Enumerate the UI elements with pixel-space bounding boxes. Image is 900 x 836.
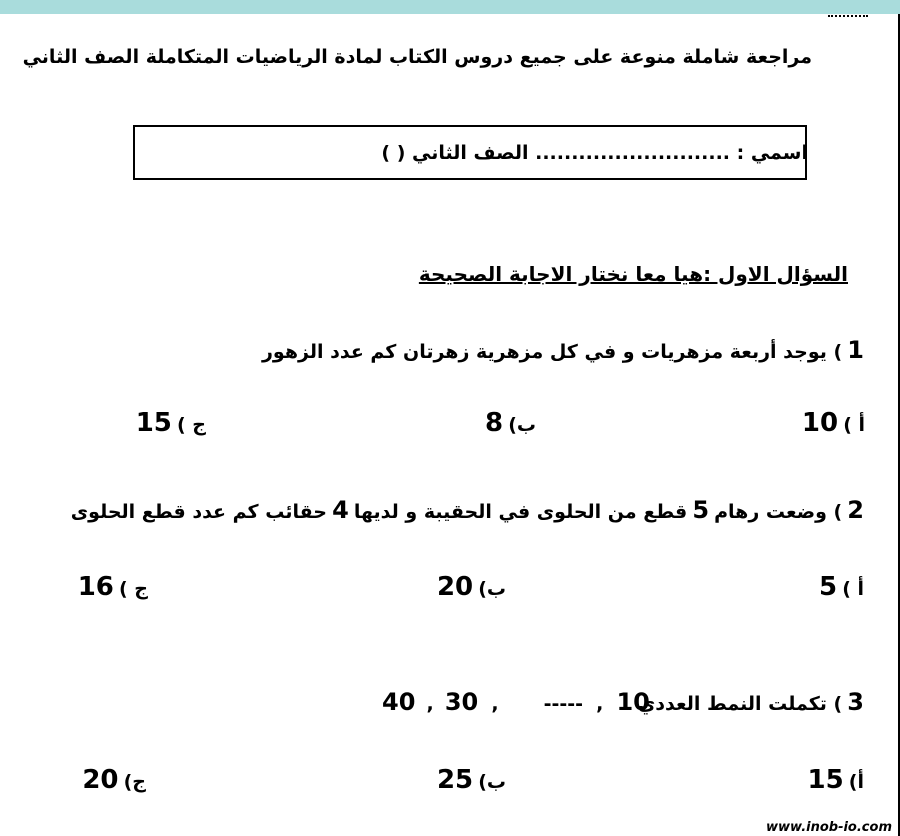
corner-dotted-mark <box>828 15 868 19</box>
option-c <box>82 765 146 795</box>
option-value: 15 <box>807 765 844 795</box>
option-value: 10 <box>801 408 839 438</box>
pattern-separator: , <box>491 693 499 715</box>
option-c <box>136 408 206 438</box>
option-a <box>808 765 864 795</box>
pattern-item: 30 <box>444 688 479 716</box>
option-label: ب) <box>478 771 506 793</box>
name-line: اسمي : ........................... الصف الثاني ( ) <box>381 142 808 164</box>
pattern-separator: , <box>596 693 604 715</box>
pattern-item: 40 <box>382 688 416 716</box>
question-3 <box>638 688 864 716</box>
option-label: ج) <box>123 771 146 793</box>
option-value: 25 <box>436 765 474 795</box>
question-number-inline: 5 <box>692 496 710 524</box>
option-c <box>78 572 148 602</box>
question-2 <box>71 496 864 524</box>
section-heading: السؤال الاول :هيا معا نختار الاجابة الصحيحة <box>418 262 848 286</box>
option-label: ج ) <box>119 578 148 600</box>
question-text: ) يوجد أربعة مزهريات و في كل مزهرية زهرتان كم عدد الزهور <box>261 341 843 363</box>
option-label: ب) <box>508 414 536 436</box>
option-value: 20 <box>82 765 119 795</box>
option-a <box>819 572 864 602</box>
pattern-item: 10 <box>616 688 650 716</box>
question-text: ) تكملت النمط العددي <box>637 693 843 715</box>
top-color-bar <box>0 0 900 14</box>
pattern-blank: ----- <box>543 693 584 715</box>
option-value: 15 <box>135 408 172 438</box>
question-number: 2 <box>847 496 864 524</box>
option-label: أ) <box>848 771 864 793</box>
option-label: أ ) <box>843 414 865 436</box>
question-number-inline: 4 <box>332 496 349 524</box>
option-value: 5 <box>819 572 838 602</box>
question-text-part: حقائب كم عدد قطع الحلوى <box>70 501 327 523</box>
footer-watermark: www.inob-io.com <box>766 820 892 835</box>
option-label: ب) <box>478 578 506 600</box>
question-number: 3 <box>847 688 864 716</box>
option-value: 20 <box>436 572 474 602</box>
option-label: أ ) <box>842 578 864 600</box>
number-pattern <box>382 688 650 716</box>
document-title: مراجعة شاملة منوعة على جميع دروس الكتاب لمادة الرياضيات المتكاملة الصف الثاني <box>22 46 812 68</box>
question-text-part: قطع من الحلوى في الحقيبة و لديها <box>353 501 688 523</box>
question-number: 1 <box>847 336 864 364</box>
option-b <box>437 765 506 795</box>
option-value: 8 <box>485 408 504 438</box>
option-label: ج ) <box>177 414 206 436</box>
option-a <box>802 408 865 438</box>
pattern-separator: , <box>426 693 434 715</box>
option-value: 16 <box>77 572 114 602</box>
question-1 <box>262 336 864 364</box>
question-text-part: ) وضعت رهام <box>714 501 843 523</box>
option-b <box>485 408 536 438</box>
option-b <box>437 572 506 602</box>
